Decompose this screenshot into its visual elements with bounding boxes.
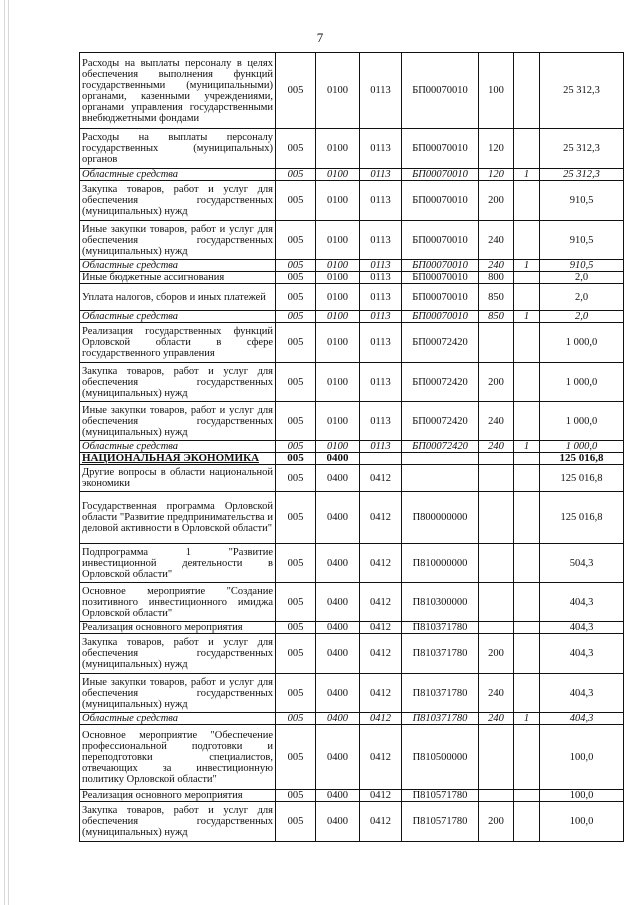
subsection-code-cell: 0113	[360, 181, 402, 221]
expense-type-code-cell	[479, 725, 514, 790]
funding-source-code-cell	[514, 802, 540, 842]
table-row	[80, 284, 624, 311]
amount-cell: 100,0	[540, 725, 624, 790]
item-name-cell: Расходы на выплаты персоналу государственных (муниципальных) органов	[80, 129, 276, 169]
subsection-code-cell: 0113	[360, 169, 402, 181]
section-code-cell: 0100	[316, 363, 360, 402]
amount-cell: 1 000,0	[540, 441, 624, 453]
section-code-cell: 0400	[316, 713, 360, 725]
funding-source-code-cell	[514, 402, 540, 441]
item-name-cell: Закупка товаров, работ и услуг для обеспечения государственных (муниципальных) нужд	[80, 363, 276, 402]
chapter-code-cell: 005	[276, 583, 316, 622]
table-row	[80, 544, 624, 583]
item-name-cell: Иные закупки товаров, работ и услуг для обеспечения государственных (муниципальных) нужд	[80, 674, 276, 713]
table-row	[80, 129, 624, 169]
funding-source-code-cell	[514, 465, 540, 492]
subsection-code-cell: 0113	[360, 129, 402, 169]
expense-type-code-cell: 200	[479, 181, 514, 221]
item-name-cell: Областные средства	[80, 713, 276, 725]
funding-source-code-cell	[514, 725, 540, 790]
chapter-code-cell: 005	[276, 492, 316, 544]
table-row	[80, 181, 624, 221]
table-row	[80, 465, 624, 492]
item-name-cell: Реализация государственных функций Орловской области в сфере государственного управления	[80, 323, 276, 363]
funding-source-code-cell	[514, 634, 540, 674]
target-article-code-cell: П810371780	[402, 634, 479, 674]
item-name-cell: Иные бюджетные ассигнования	[80, 272, 276, 284]
funding-source-code-cell	[514, 181, 540, 221]
expense-type-code-cell: 200	[479, 802, 514, 842]
expense-type-code-cell: 120	[479, 169, 514, 181]
funding-source-code-cell	[514, 790, 540, 802]
chapter-code-cell: 005	[276, 441, 316, 453]
funding-source-code-cell	[514, 622, 540, 634]
chapter-code-cell: 005	[276, 272, 316, 284]
subsection-code-cell: 0113	[360, 272, 402, 284]
chapter-code-cell: 005	[276, 169, 316, 181]
target-article-code-cell: БП00072420	[402, 363, 479, 402]
chapter-code-cell: 005	[276, 129, 316, 169]
funding-source-code-cell	[514, 323, 540, 363]
chapter-code-cell: 005	[276, 53, 316, 129]
expense-type-code-cell: 200	[479, 634, 514, 674]
funding-source-code-cell	[514, 492, 540, 544]
section-code-cell: 0400	[316, 453, 360, 465]
subsection-code-cell: 0412	[360, 802, 402, 842]
subsection-code-cell: 0412	[360, 634, 402, 674]
amount-cell: 404,3	[540, 634, 624, 674]
table-row	[80, 802, 624, 842]
amount-cell: 25 312,3	[540, 129, 624, 169]
target-article-code-cell: БП00070010	[402, 53, 479, 129]
table-row	[80, 674, 624, 713]
subsection-code-cell: 0412	[360, 492, 402, 544]
section-code-cell: 0100	[316, 260, 360, 272]
table-row	[80, 713, 624, 725]
chapter-code-cell: 005	[276, 802, 316, 842]
amount-cell: 100,0	[540, 802, 624, 842]
table-row	[80, 492, 624, 544]
section-code-cell: 0100	[316, 441, 360, 453]
expense-type-code-cell	[479, 465, 514, 492]
subsection-code-cell: 0113	[360, 363, 402, 402]
target-article-code-cell: П810371780	[402, 713, 479, 725]
amount-cell: 25 312,3	[540, 169, 624, 181]
scan-edge-lines	[0, 0, 12, 905]
subsection-code-cell: 0412	[360, 544, 402, 583]
section-code-cell: 0400	[316, 674, 360, 713]
table-row	[80, 402, 624, 441]
amount-cell: 1 000,0	[540, 363, 624, 402]
funding-source-code-cell: 1	[514, 441, 540, 453]
amount-cell: 404,3	[540, 622, 624, 634]
table-row	[80, 441, 624, 453]
amount-cell: 1 000,0	[540, 323, 624, 363]
section-code-cell: 0100	[316, 272, 360, 284]
expense-type-code-cell: 240	[479, 441, 514, 453]
table-row	[80, 622, 624, 634]
item-name-cell: Другие вопросы в области национальной экономики	[80, 465, 276, 492]
chapter-code-cell: 005	[276, 260, 316, 272]
table-row	[80, 583, 624, 622]
section-code-cell: 0100	[316, 402, 360, 441]
section-code-cell: 0400	[316, 492, 360, 544]
target-article-code-cell: БП00070010	[402, 260, 479, 272]
expense-type-code-cell	[479, 323, 514, 363]
expense-type-code-cell: 850	[479, 311, 514, 323]
funding-source-code-cell	[514, 453, 540, 465]
subsection-code-cell: 0412	[360, 622, 402, 634]
amount-cell: 100,0	[540, 790, 624, 802]
section-code-cell: 0100	[316, 169, 360, 181]
amount-cell: 2,0	[540, 311, 624, 323]
funding-source-code-cell	[514, 583, 540, 622]
table-row	[80, 221, 624, 260]
item-name-cell: Основное мероприятие "Обеспечение профессиональной подготовки и переподготовки специалистов, отвечающих за инвестиционную политику Орловской области"	[80, 725, 276, 790]
funding-source-code-cell	[514, 53, 540, 129]
item-name-cell: Областные средства	[80, 260, 276, 272]
chapter-code-cell: 005	[276, 311, 316, 323]
table-row	[80, 363, 624, 402]
expense-type-code-cell: 240	[479, 674, 514, 713]
target-article-code-cell: БП00072420	[402, 441, 479, 453]
amount-cell: 2,0	[540, 272, 624, 284]
amount-cell: 504,3	[540, 544, 624, 583]
subsection-code-cell: 0113	[360, 221, 402, 260]
funding-source-code-cell	[514, 272, 540, 284]
target-article-code-cell: БП00072420	[402, 323, 479, 363]
section-code-cell: 0400	[316, 465, 360, 492]
item-name-cell: Уплата налогов, сборов и иных платежей	[80, 284, 276, 311]
chapter-code-cell: 005	[276, 634, 316, 674]
expense-type-code-cell	[479, 453, 514, 465]
expense-type-code-cell	[479, 544, 514, 583]
item-name-cell: Подпрограмма 1 "Развитие инвестиционной деятельности в Орловской области"	[80, 544, 276, 583]
table-row	[80, 311, 624, 323]
chapter-code-cell: 005	[276, 465, 316, 492]
section-code-cell: 0100	[316, 311, 360, 323]
funding-source-code-cell: 1	[514, 311, 540, 323]
chapter-code-cell: 005	[276, 622, 316, 634]
table-row	[80, 323, 624, 363]
table-row	[80, 272, 624, 284]
expense-type-code-cell: 200	[479, 363, 514, 402]
amount-cell: 910,5	[540, 181, 624, 221]
section-code-cell: 0400	[316, 790, 360, 802]
section-code-cell: 0400	[316, 583, 360, 622]
section-code-cell: 0100	[316, 129, 360, 169]
subsection-code-cell	[360, 453, 402, 465]
target-article-code-cell	[402, 465, 479, 492]
expense-type-code-cell: 120	[479, 129, 514, 169]
funding-source-code-cell	[514, 674, 540, 713]
table-row	[80, 790, 624, 802]
target-article-code-cell: П810571780	[402, 802, 479, 842]
subsection-code-cell: 0113	[360, 311, 402, 323]
amount-cell: 125 016,8	[540, 492, 624, 544]
budget-table	[79, 52, 624, 842]
expense-type-code-cell	[479, 583, 514, 622]
amount-cell: 910,5	[540, 221, 624, 260]
target-article-code-cell: П810371780	[402, 622, 479, 634]
target-article-code-cell: БП00070010	[402, 284, 479, 311]
expense-type-code-cell: 800	[479, 272, 514, 284]
item-name-cell: Расходы на выплаты персоналу в целях обеспечения выполнения функций государственными (муниципальными) органами, казенными учреждениями, органами управления государственными внебюджетными фондами	[80, 53, 276, 129]
item-name-cell: Закупка товаров, работ и услуг для обеспечения государственных (муниципальных) нужд	[80, 634, 276, 674]
funding-source-code-cell: 1	[514, 169, 540, 181]
section-code-cell: 0400	[316, 725, 360, 790]
expense-type-code-cell: 240	[479, 221, 514, 260]
amount-cell: 125 016,8	[540, 453, 624, 465]
funding-source-code-cell	[514, 129, 540, 169]
item-name-cell: Иные закупки товаров, работ и услуг для обеспечения государственных (муниципальных) нужд	[80, 402, 276, 441]
section-code-cell: 0100	[316, 181, 360, 221]
subsection-code-cell: 0113	[360, 402, 402, 441]
page-number: 7	[316, 30, 324, 45]
amount-cell: 2,0	[540, 284, 624, 311]
funding-source-code-cell: 1	[514, 260, 540, 272]
chapter-code-cell: 005	[276, 674, 316, 713]
chapter-code-cell: 005	[276, 544, 316, 583]
subsection-code-cell: 0113	[360, 53, 402, 129]
table-row	[80, 725, 624, 790]
chapter-code-cell: 005	[276, 363, 316, 402]
table-row	[80, 634, 624, 674]
expense-type-code-cell: 240	[479, 402, 514, 441]
expense-type-code-cell	[479, 790, 514, 802]
item-name-cell: Закупка товаров, работ и услуг для обеспечения государственных (муниципальных) нужд	[80, 802, 276, 842]
item-name-cell: НАЦИОНАЛЬНАЯ ЭКОНОМИКА	[80, 453, 276, 465]
table-row	[80, 169, 624, 181]
subsection-code-cell: 0412	[360, 465, 402, 492]
expense-type-code-cell	[479, 622, 514, 634]
subsection-code-cell: 0113	[360, 260, 402, 272]
amount-cell: 910,5	[540, 260, 624, 272]
subsection-code-cell: 0412	[360, 790, 402, 802]
chapter-code-cell: 005	[276, 713, 316, 725]
funding-source-code-cell	[514, 363, 540, 402]
item-name-cell: Областные средства	[80, 169, 276, 181]
section-code-cell: 0100	[316, 53, 360, 129]
funding-source-code-cell: 1	[514, 713, 540, 725]
subsection-code-cell: 0113	[360, 441, 402, 453]
target-article-code-cell: БП00070010	[402, 311, 479, 323]
item-name-cell: Закупка товаров, работ и услуг для обеспечения государственных (муниципальных) нужд	[80, 181, 276, 221]
target-article-code-cell: П810000000	[402, 544, 479, 583]
target-article-code-cell	[402, 453, 479, 465]
subsection-code-cell: 0113	[360, 323, 402, 363]
target-article-code-cell: БП00070010	[402, 272, 479, 284]
expense-type-code-cell: 850	[479, 284, 514, 311]
section-code-cell: 0100	[316, 221, 360, 260]
item-name-cell: Государственная программа Орловской области "Развитие предпринимательства и деловой активности в Орловской области"	[80, 492, 276, 544]
item-name-cell: Основное мероприятие "Создание позитивного инвестиционного имиджа Орловской области"	[80, 583, 276, 622]
subsection-code-cell: 0412	[360, 583, 402, 622]
table-row	[80, 53, 624, 129]
chapter-code-cell: 005	[276, 221, 316, 260]
amount-cell: 1 000,0	[540, 402, 624, 441]
target-article-code-cell: П810371780	[402, 674, 479, 713]
amount-cell: 25 312,3	[540, 53, 624, 129]
table-row	[80, 453, 624, 465]
budget-table-body	[80, 53, 624, 842]
amount-cell: 125 016,8	[540, 465, 624, 492]
chapter-code-cell: 005	[276, 284, 316, 311]
funding-source-code-cell	[514, 544, 540, 583]
target-article-code-cell: П810300000	[402, 583, 479, 622]
chapter-code-cell: 005	[276, 725, 316, 790]
amount-cell: 404,3	[540, 713, 624, 725]
target-article-code-cell: БП00070010	[402, 129, 479, 169]
section-code-cell: 0400	[316, 544, 360, 583]
target-article-code-cell: П800000000	[402, 492, 479, 544]
expense-type-code-cell	[479, 492, 514, 544]
funding-source-code-cell	[514, 284, 540, 311]
expense-type-code-cell: 240	[479, 260, 514, 272]
chapter-code-cell: 005	[276, 181, 316, 221]
target-article-code-cell: БП00072420	[402, 402, 479, 441]
target-article-code-cell: П810571780	[402, 790, 479, 802]
target-article-code-cell: БП00070010	[402, 181, 479, 221]
funding-source-code-cell	[514, 221, 540, 260]
chapter-code-cell: 005	[276, 323, 316, 363]
section-code-cell: 0100	[316, 323, 360, 363]
table-row	[80, 260, 624, 272]
target-article-code-cell: БП00070010	[402, 169, 479, 181]
item-name-cell: Областные средства	[80, 441, 276, 453]
amount-cell: 404,3	[540, 583, 624, 622]
target-article-code-cell: БП00070010	[402, 221, 479, 260]
section-code-cell: 0400	[316, 622, 360, 634]
expense-type-code-cell: 100	[479, 53, 514, 129]
amount-cell: 404,3	[540, 674, 624, 713]
subsection-code-cell: 0412	[360, 713, 402, 725]
section-code-cell: 0400	[316, 802, 360, 842]
item-name-cell: Областные средства	[80, 311, 276, 323]
chapter-code-cell: 005	[276, 402, 316, 441]
target-article-code-cell: П810500000	[402, 725, 479, 790]
item-name-cell: Иные закупки товаров, работ и услуг для обеспечения государственных (муниципальных) нужд	[80, 221, 276, 260]
subsection-code-cell: 0412	[360, 725, 402, 790]
expense-type-code-cell: 240	[479, 713, 514, 725]
subsection-code-cell: 0412	[360, 674, 402, 713]
item-name-cell: Реализация основного мероприятия	[80, 622, 276, 634]
subsection-code-cell: 0113	[360, 284, 402, 311]
chapter-code-cell: 005	[276, 453, 316, 465]
chapter-code-cell: 005	[276, 790, 316, 802]
section-code-cell: 0400	[316, 634, 360, 674]
section-code-cell: 0100	[316, 284, 360, 311]
item-name-cell: Реализация основного мероприятия	[80, 790, 276, 802]
